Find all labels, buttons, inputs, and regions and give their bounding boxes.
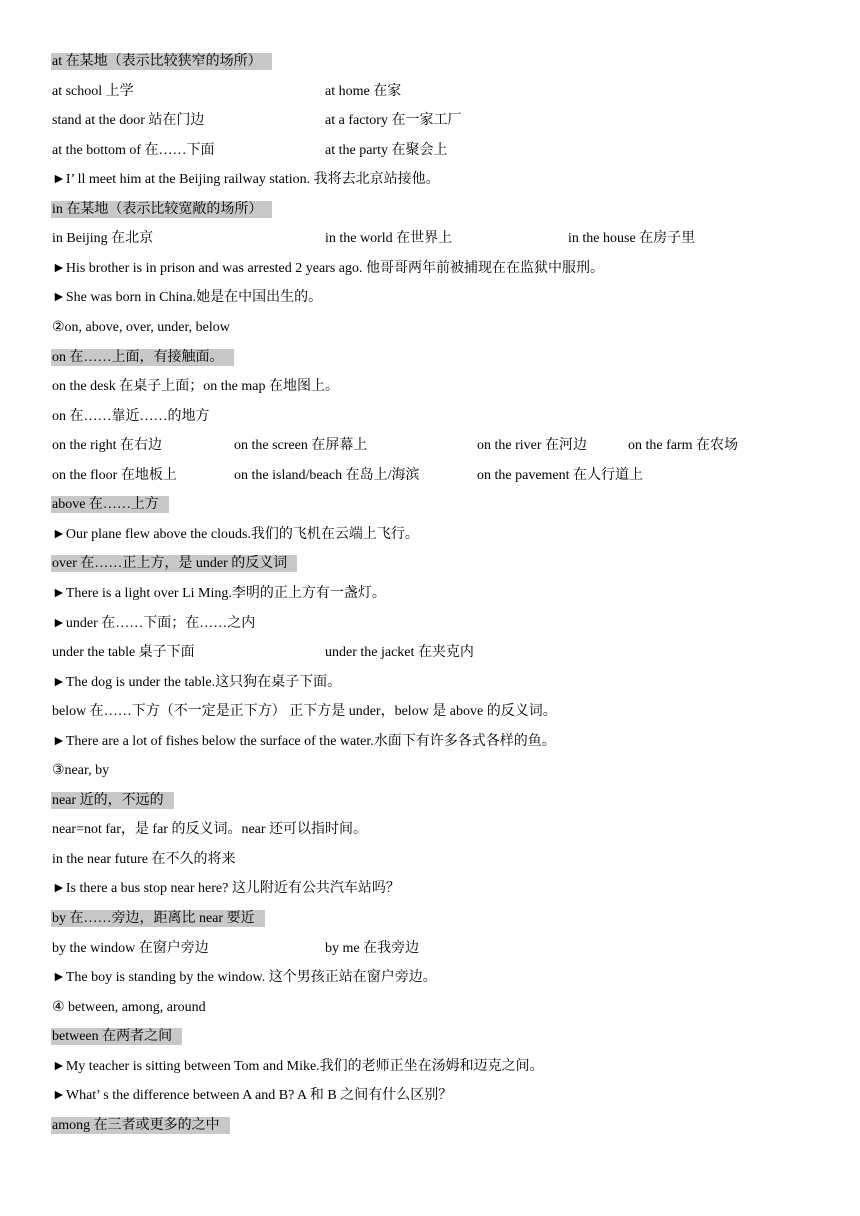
highlighted-heading-text: by 在……旁边，距离比 near 要近 bbox=[51, 910, 265, 927]
section-heading bbox=[52, 496, 169, 514]
phrase-item: at the bottom of 在……下面 bbox=[52, 142, 215, 158]
phrase-item: at home 在家 bbox=[325, 83, 402, 99]
highlighted-heading-text: at 在某地（表示比较狭窄的场所） bbox=[51, 53, 272, 70]
text-line: ►His brother is in prison and was arrested 2 years ago. 他哥哥两年前被捕现在在监狱中服刑。 bbox=[52, 260, 605, 276]
highlighted-heading-text: on 在……上面，有接触面。 bbox=[51, 349, 234, 366]
highlighted-heading-text: in 在某地（表示比较宽敞的场所） bbox=[51, 201, 272, 218]
text-line: ►The boy is standing by the window. 这个男孩正站在窗户旁边。 bbox=[52, 970, 437, 986]
phrase-item: on the farm 在农场 bbox=[628, 438, 739, 454]
text-line: on 在……靠近……的地方 bbox=[52, 408, 210, 424]
text-line: ►There is a light over Li Ming.李明的正上方有一盏灯。 bbox=[52, 585, 386, 601]
text-line: below 在……下方（不一定是正下方） 正下方是 under，below 是 above 的反义词。 bbox=[52, 704, 557, 720]
text-line: ②on, above, over, under, below bbox=[52, 319, 230, 335]
phrase-row bbox=[52, 940, 832, 958]
section-heading bbox=[52, 53, 272, 71]
phrase-item: on the right 在右边 bbox=[52, 438, 163, 454]
phrase-item: under the jacket 在夹克内 bbox=[325, 645, 474, 660]
phrase-row bbox=[52, 112, 832, 130]
phrase-item: on the river 在河边 bbox=[477, 438, 588, 454]
section-heading bbox=[52, 555, 297, 573]
text-line: ►What’ s the difference between A and B? A 和 B 之间有什么区别？ bbox=[52, 1088, 453, 1104]
phrase-item: under the table 桌子下面 bbox=[52, 645, 195, 660]
section-heading bbox=[52, 201, 272, 219]
text-line: on the desk 在桌子上面；on the map 在地图上。 bbox=[52, 379, 339, 395]
phrase-row bbox=[52, 437, 832, 455]
text-line: ►Is there a bus stop near here? 这儿附近有公共汽车站吗？ bbox=[52, 881, 400, 897]
text-line: in the near future 在不久的将来 bbox=[52, 851, 236, 867]
phrase-row bbox=[52, 467, 832, 485]
highlighted-heading-text: over 在……正上方，是 under 的反义词 bbox=[51, 555, 297, 572]
phrase-item: on the pavement 在人行道上 bbox=[477, 467, 644, 483]
phrase-item: on the screen 在屏幕上 bbox=[234, 438, 368, 454]
section-heading bbox=[52, 910, 265, 928]
highlighted-heading-text: above 在……上方 bbox=[51, 496, 169, 513]
phrase-item: stand at the door 站在门边 bbox=[52, 113, 205, 129]
phrase-item: at the party 在聚会上 bbox=[325, 142, 448, 158]
phrase-row bbox=[52, 644, 832, 662]
phrase-row bbox=[52, 142, 832, 160]
text-line: ③near, by bbox=[52, 763, 110, 779]
section-heading bbox=[52, 792, 174, 810]
phrase-item: in the world 在世界上 bbox=[325, 231, 453, 247]
phrase-item: on the floor 在地板上 bbox=[52, 467, 177, 483]
text-line: ►There are a lot of fishes below the surface of the water.水面下有许多各式各样的鱼。 bbox=[52, 733, 556, 749]
text-line: ►My teacher is sitting between Tom and Mike.我们的老师正坐在汤姆和迈克之间。 bbox=[52, 1058, 544, 1074]
text-line: ►Our plane flew above the clouds.我们的飞机在云端上飞行。 bbox=[52, 526, 419, 542]
phrase-item: in Beijing 在北京 bbox=[52, 231, 154, 247]
section-heading bbox=[52, 1117, 230, 1135]
phrase-row bbox=[52, 83, 832, 101]
phrase-item: by me 在我旁边 bbox=[325, 940, 420, 956]
phrase-item: by the window 在窗户旁边 bbox=[52, 940, 209, 956]
text-line: near=not far，是 far 的反义词。near 还可以指时间。 bbox=[52, 822, 368, 838]
phrase-item: at school 上学 bbox=[52, 83, 134, 99]
text-line: ►She was born in China.她是在中国出生的。 bbox=[52, 290, 323, 306]
text-line: ④ between, among, around bbox=[52, 999, 206, 1015]
text-line: ►I’ ll meet him at the Beijing railway station. 我将去北京站接他。 bbox=[52, 172, 440, 188]
phrase-item: at a factory 在一家工厂 bbox=[325, 113, 462, 129]
phrase-item: on the island/beach 在岛上/海滨 bbox=[234, 467, 420, 483]
phrase-row bbox=[52, 230, 832, 248]
section-heading bbox=[52, 1028, 182, 1046]
highlighted-heading-text: among 在三者或更多的之中 bbox=[51, 1117, 230, 1134]
highlighted-heading-text: near 近的，不远的 bbox=[51, 792, 174, 809]
highlighted-heading-text: between 在两者之间 bbox=[51, 1028, 182, 1045]
text-line: ►The dog is under the table.这只狗在桌子下面。 bbox=[52, 674, 342, 690]
text-line: ►under 在……下面；在……之内 bbox=[52, 615, 256, 631]
phrase-item: in the house 在房子里 bbox=[568, 231, 696, 247]
section-heading bbox=[52, 349, 234, 367]
